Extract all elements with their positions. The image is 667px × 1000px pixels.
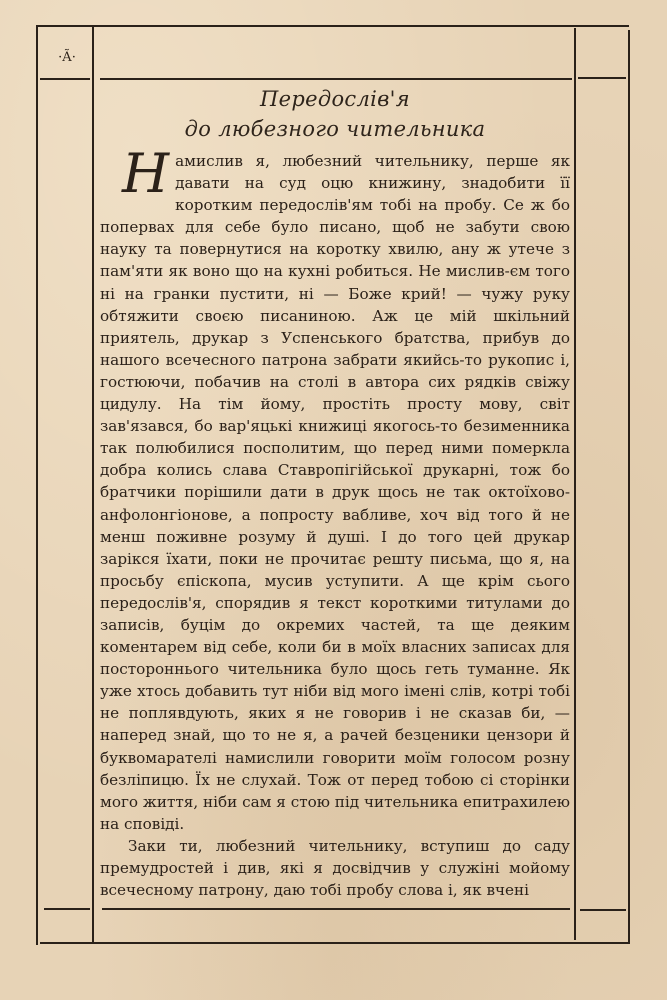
frame-inner-left-line (92, 27, 94, 942)
header-rule-left (40, 78, 90, 80)
paragraph-1-text: амислив я, любезний чительнику, перше як давати на суд оцю книжину, знадобити її коротким передослів'ям тобі на пробу. Се ж бо попервах для себе було писано, щоб не забути свою науку та повернутися на коротку хвилю, ану ж утече з пам'яти як воно що на кухні робиться. Не мислив-єм того ні на гранки пустити, ні — Боже крий! — чужу руку обтяжити своєю писаниною. Аж це мій шкільний приятель, друкар з Успенського братства, прибув до нашого всечесного патрона забрати якийсь-то рукопис і, гостюючи, побачив на столі в автора сих рядків свіжу цидулу. На тім йому, простіть просту мову, світ зав'язався, бо вар'яцькі книжиці якогось-то безименника так полюбилися посполитим, що перед ними померкла добра колись слава Ставропігійської друкарні, тож бо братчики порішили дати в друк щось не так октоїхово-анфолонгіонове, а попросту вабливе, хоч від того й не менш поживне розуму й душі. І до того цей друкар зарікся їхати, поки не прочитає решту письма, що я, на просьбу єпіскопа, мусив уступити. А ще крім сього передослів'я, спорядив я текст короткими титулами до записів, буцім до окремих частей, та ще деяким коментарем від себе, коли би в моїх власних записах для постороннього чительника було щось геть туманне. Як уже хтось добавить тут ніби від мого імені слів, котрі тобі не поплявдують, яких я не говорив і не сказав би, — наперед знай, що то не я, а рачей безценики цензори й буквомарателі намислили говорити моїм голосом розну безліпицю. Їх не слухай. Тож от перед тобою сі сторінки мого життя, ніби сам я стою під чительника епитрахилею на сповіді. (100, 152, 571, 833)
frame-bottom-line (40, 942, 630, 944)
chapter-title-line1: Передослів'я (260, 87, 410, 111)
chapter-title (100, 84, 570, 144)
frame-inner-right-line (574, 28, 576, 940)
frame-outer-right-line (628, 30, 630, 944)
body-text (100, 142, 571, 901)
frame-outer-left-line (36, 25, 38, 945)
drop-cap: Н (122, 142, 170, 205)
chapter-title-line2: до любезного чительника (184, 117, 486, 141)
header-rule-main (100, 78, 572, 80)
frame-top-line (36, 25, 629, 27)
header-rule-right (578, 77, 626, 79)
footer-rule-left (44, 908, 90, 910)
page-marker: ·Ã· (58, 50, 76, 65)
footer-rule-main (102, 908, 570, 910)
paragraph-1 (100, 142, 571, 835)
paragraph-2: Заки ти, любезний чительнику, вступиш до саду премудростей і див, які я досвідчив у служіні мойому всечесному патрону, даю тобі пробу слова і, як вчені (100, 836, 570, 900)
footer-rule-right (580, 909, 626, 911)
